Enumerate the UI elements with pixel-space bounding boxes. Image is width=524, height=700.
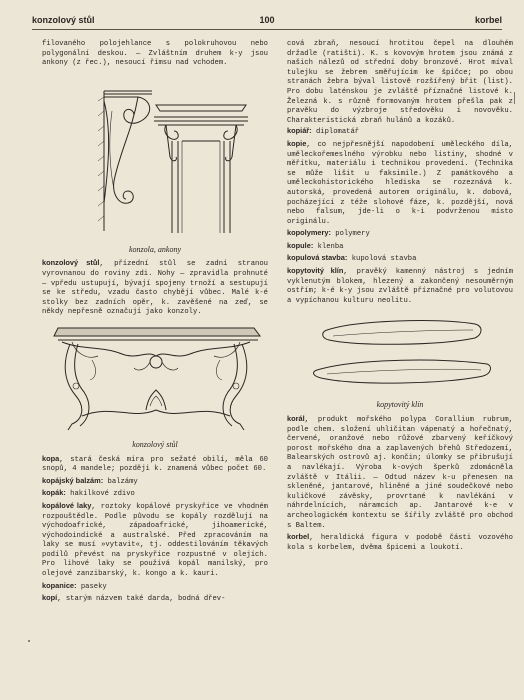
dictionary-entry — [287, 241, 513, 253]
entry-text: , stará česká míra pro sežaté obilí, měla 60 snopů, 4 mandele; později k. znamená vůbec počet 60. — [42, 455, 268, 474]
entries-block-1 — [42, 258, 268, 318]
konzola-ankony-illustration — [42, 71, 268, 243]
headword: kopa — [42, 453, 60, 463]
figure-konzolovy-stul — [42, 320, 268, 450]
kopytovity-klin-illustration — [287, 308, 513, 398]
figure-kopytovity-klin — [287, 308, 513, 410]
dictionary-entry — [287, 126, 513, 138]
headword: korál — [287, 414, 305, 424]
header-right-word: korbel — [474, 15, 502, 25]
entry-text: kupolová stavba — [347, 255, 417, 264]
dictionary-entry — [42, 501, 268, 580]
dictionary-entry — [287, 228, 513, 240]
continued-text: filovaného polojehlance s polokruhovou nebo polygonální deskou. — Zvláštním druhem k-y jsou ankony (z řec.), nesoucí římsu nad vchodem. — [42, 40, 268, 68]
header-rule — [32, 29, 502, 30]
dictionary-entry — [287, 414, 513, 531]
entries-block-1 — [287, 126, 513, 306]
headword: kopájský balzám: — [42, 475, 104, 485]
dictionary-entry — [287, 266, 513, 306]
entry-text: paseky — [76, 582, 107, 591]
dictionary-entry — [42, 476, 268, 488]
left-column — [42, 40, 268, 606]
headword: kopie — [287, 138, 307, 148]
running-header — [32, 12, 502, 28]
dictionary-entry — [42, 593, 268, 605]
entry-text: , heraldická figura v podobě části vozového kola s korbelem, dvěma špicemi a loukotí. — [287, 534, 513, 552]
dictionary-entry — [42, 488, 268, 500]
figure-caption: konzolový stůl — [132, 439, 178, 449]
entry-text: klenba — [313, 242, 344, 251]
figure-konzola — [42, 71, 268, 255]
entry-text: diplomatář — [311, 128, 360, 137]
konzolovy-stul-illustration — [42, 320, 268, 438]
dictionary-entry — [42, 454, 268, 475]
margin-mark — [514, 92, 515, 104]
entry-text: , roztoky kopálové pryskyřice ve vhodném rozpouštědle. Podle původu se kopály rozdělují na východoafrické, západoafrické, jihoamerické, východoindické a australské. Před zpracováním na laky se musí »vytavit«, tj. oddestilováním těkavých podílů převést na pryskyřice rozpustné v olejích. Pro lihové laky se používá kopál manilský, pro olejové zanzibarský, k. kongo a k. kauri. — [42, 502, 268, 579]
entry-text: hakilkové zdivo — [65, 490, 135, 499]
headword: korbel — [287, 532, 310, 542]
entry-text: , starým názvem také darda, bodná dřev- — [57, 595, 226, 604]
headword: kopí — [42, 593, 58, 603]
entry-text: , pravěký kamenný nástroj s jedním vyklenutým blokem, hlezený a zakončený nesouměrným ostřím; k-é k-y jsou zvláště příznačné pro volutovou a vypíchanou kulturu neolitu. — [287, 268, 514, 305]
continued-text: cová zbraň, nesoucí hrotitou čepel na dlouhém držadle (ratišti). K. s kovovým hrotem jsou známá z našich nálezů od střední doby bronzové. Hrot míval tulejku se žebrem směřujícím ke špičce; po obou stranách žebra býval listově rozšířený břit (list). Pro dobu laténskou je zvláště příznačné listové k. Železná k. s různě formovaným hrotem přešla pak z pravěku do výzbroje středověku i novověku. Charakteristická zbraň hulánů a kozáků. — [287, 40, 513, 125]
headword: kopule: — [287, 240, 314, 250]
dictionary-entry — [287, 139, 513, 227]
headword: konzolový stůl — [42, 258, 100, 268]
headword: kopolymery: — [287, 228, 331, 238]
headword: kopiář: — [287, 126, 312, 136]
headword: kopulová stavba: — [287, 253, 348, 263]
entry-text: polymery — [330, 230, 370, 239]
figure-caption: kopytovitý klín — [376, 400, 424, 410]
margin-dot — [28, 640, 30, 642]
page-number: 100 — [259, 15, 275, 25]
headword: kopytovitý klín — [287, 266, 344, 276]
entries-block-2 — [287, 414, 513, 553]
right-column — [287, 40, 513, 554]
dictionary-entry — [42, 258, 268, 318]
figure-caption: konzola, ankony — [129, 244, 181, 254]
entry-text: , co nejpřesnější napodobení uměleckého díla, uměleckořemeslného výrobku nebo listiny, shodné v měřítku, materiálu i technikou provedení. (Technika se může lišit u faksimile.) Z památkového a uměleckohistorického hlediska se rozeznává k. autorská, provedená autorem originálu, k. dobová, pocházející z téže slohové fáze, k. pozdější, nová nebo falsum, jde-li o k-i podvrženou místo originálu. — [287, 140, 513, 226]
entry-text: balzámy — [103, 477, 138, 486]
headword: kopák: — [42, 488, 66, 498]
headword: kopanice: — [42, 580, 77, 590]
headword: kopálové laky — [42, 500, 92, 510]
header-left-word: konzolový stůl — [32, 15, 95, 25]
dictionary-entry — [287, 253, 513, 265]
dictionary-entry — [287, 532, 513, 553]
entry-text: , přízední stůl se zadní stranou vyrovnanou do roviny zdi. Nohy — zpravidla prohnuté — vpředu ustupují, bývají spojeny trnoží a sestupují se ke středu, vzadu často chybějí vůbec. Malé k-é stolky bez zadních opěr, k. zavěšené na zeď, se někdy nepřesně označují jako konzoly. — [42, 260, 268, 317]
dictionary-entry — [42, 581, 268, 593]
entries-block-2 — [42, 454, 268, 605]
entry-text: , produkt mořského polypa Corallium rubrum, podle chem. složení uhličitan vápenatý a hořečnatý, červené, oranžové nebo růžové zbarvený keříčkový porost mořského dna a zaplavených břehů Středozemí, Balearských ostrovů aj. končin; úlomky se přibrušují a navlékají. Výroba k-ových šperků zdomácněla zvláště v Itálii. — Odtud název k-u přenesen na skleněné, jantarové, hliněné a jiné soudečkové nebo kuličkové závěsky, provrtané k navlékání v náhrdelnících, náramcích ap. Jantarové k-e v archeologickém kontextu se šířily zvláště pro obchod s Baltem. — [287, 416, 513, 530]
